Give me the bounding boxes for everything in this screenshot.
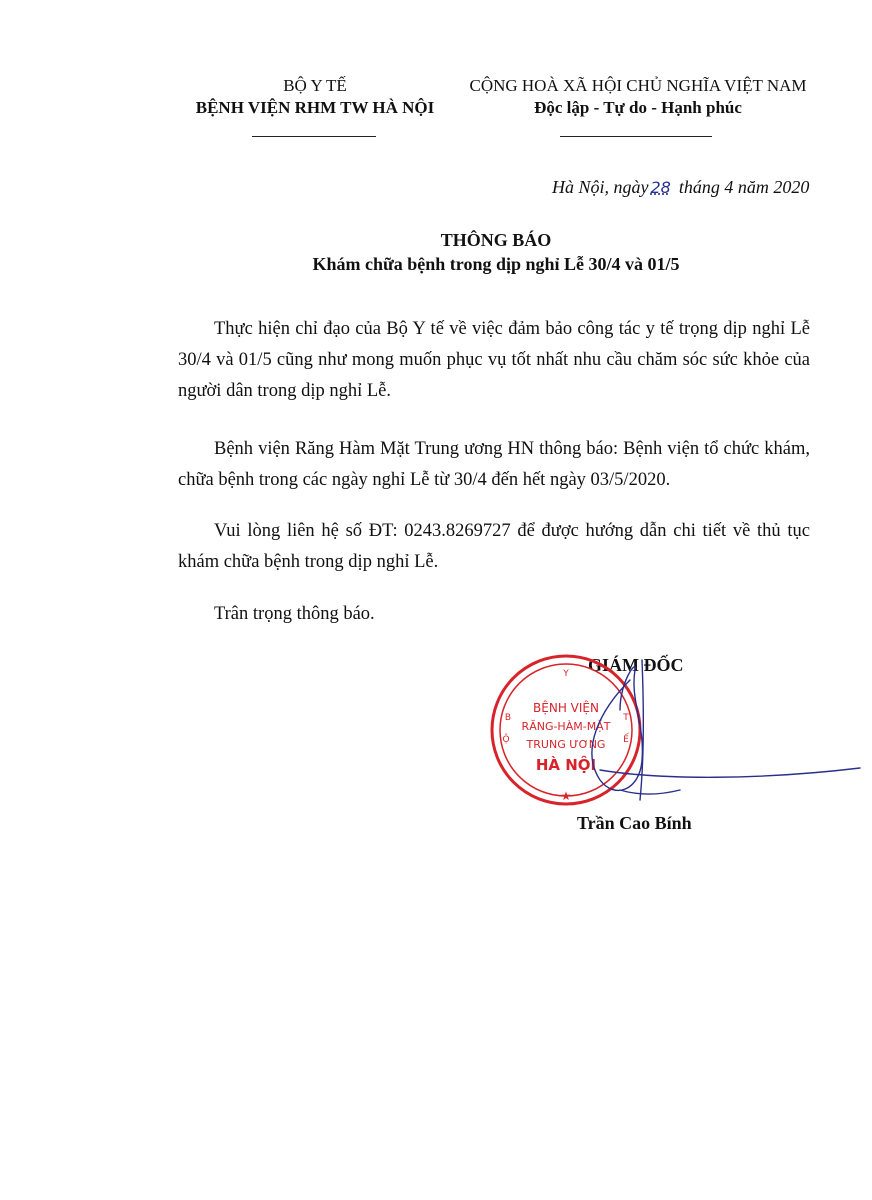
date-place: Hà Nội, ngày (552, 177, 649, 197)
hospital-name: BỆNH VIỆN RHM TW HÀ NỘI (195, 98, 435, 117)
document-title: THÔNG BÁO (440, 230, 552, 250)
stamp-line-4: HÀ NỘI (535, 756, 597, 774)
svg-text:Y: Y (563, 669, 569, 679)
ministry-name: BỘ Y TẾ (283, 76, 347, 95)
svg-text:★: ★ (560, 789, 572, 803)
paragraph-3: Vui lòng liên hệ số ĐT: 0243.8269727 để được hướng dẫn chi tiết về thủ tục khám chữa bệnh trong dịp nghỉ Lễ. (178, 521, 810, 572)
country-name: CỘNG HOÀ XÃ HỘI CHỦ NGHĨA VIỆT NAM (469, 76, 807, 95)
national-motto: Độc lập - Tự do - Hạnh phúc (534, 98, 742, 117)
paragraph-1: Thực hiện chỉ đạo của Bộ Y tế về việc đảm bảo công tác y tế trọng dịp nghỉ Lễ 30/4 và 01/5 cũng như mong muốn phục vụ tốt nhất nhu cầu chăm sóc sức khỏe của người dân trong dịp nghỉ Lễ. (178, 319, 810, 401)
stamp-line-1: BỆNH VIỆN (533, 701, 599, 715)
svg-text:T: T (623, 713, 629, 723)
stamp-line-2: RĂNG-HÀM-MẶT (521, 720, 611, 733)
header-left-rule (252, 136, 376, 137)
stamp-line-3: TRUNG ƯƠNG (526, 738, 606, 751)
paragraph-2: Bệnh viện Răng Hàm Mặt Trung ương HN thông báo: Bệnh viện tổ chức khám, chữa bệnh trong các ngày nghỉ Lễ từ 30/4 đến hết ngày 03/5/2020. (178, 439, 810, 490)
document-subtitle: Khám chữa bệnh trong dịp nghỉ Lễ 30/4 và 01/5 (312, 254, 680, 274)
header-right-rule (560, 136, 712, 137)
paragraph-closing: Trân trọng thông báo. (214, 604, 375, 624)
svg-text:B: B (504, 713, 512, 723)
signer-position: GIÁM ĐỐC (588, 655, 684, 675)
svg-text:Ế: Ế (623, 735, 629, 745)
handwritten-signature-icon (560, 640, 872, 820)
date-line (552, 177, 809, 198)
svg-text:Ộ: Ộ (502, 735, 510, 745)
date-month-year: tháng 4 năm 2020 (678, 177, 810, 197)
date-day: 28 (650, 178, 671, 197)
signer-name: Trần Cao Bính (577, 813, 692, 833)
